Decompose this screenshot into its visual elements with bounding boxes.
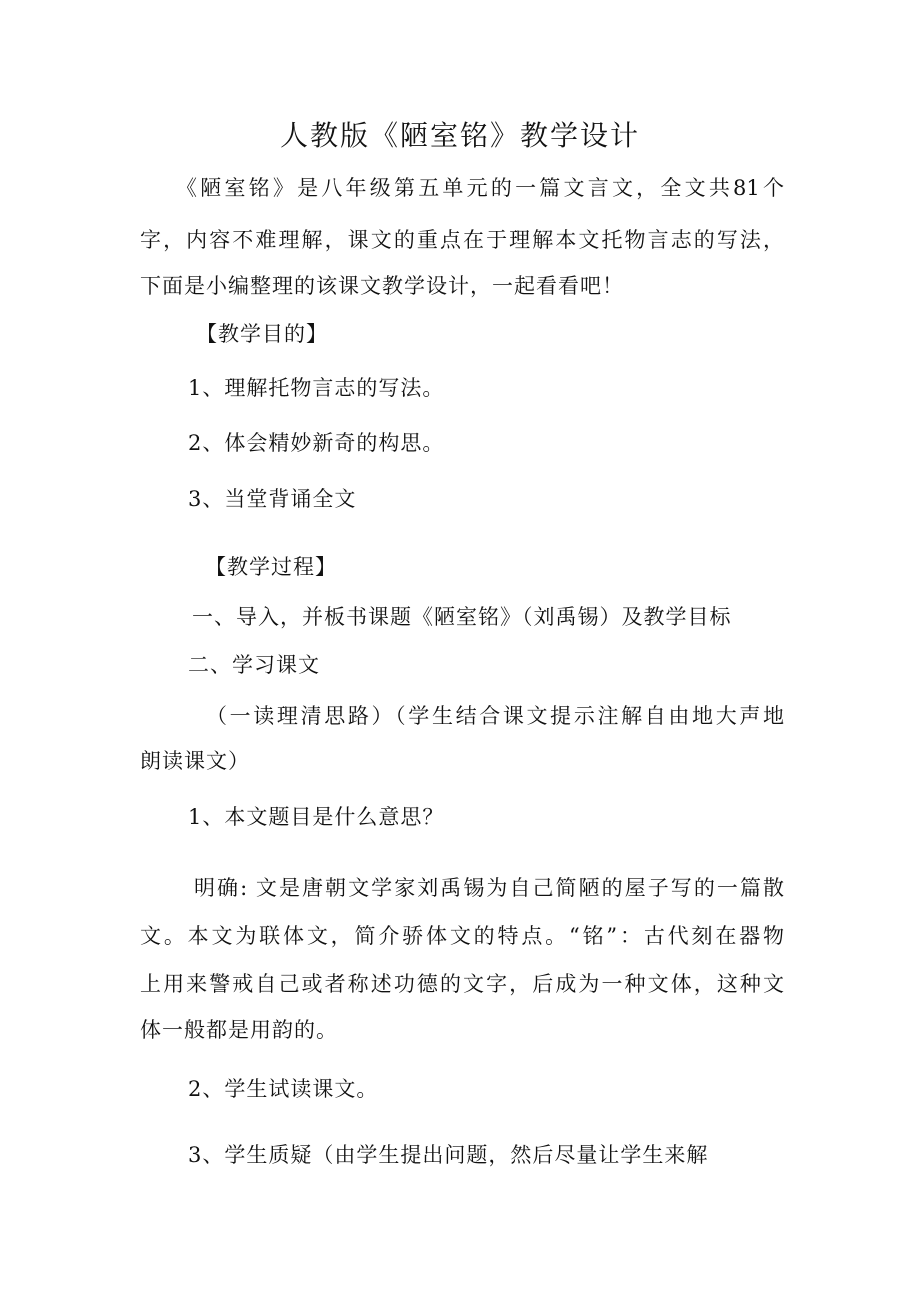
answer-line-2: 文。本文为联体文，简介骄体文的特点。“铭”：古代刻在器物 bbox=[140, 924, 784, 948]
step-2: 二、学习课文 bbox=[188, 653, 320, 677]
answer-line-1: 明确: 文是唐朝文学家刘禹锡为自己简陋的屋子写的一篇散 bbox=[194, 876, 784, 900]
objective-1: 1、理解托物言志的写法。 bbox=[188, 376, 445, 400]
answer-line-3: 上用来警戒自己或者称述功德的文字，后成为一种文体，这种文 bbox=[140, 972, 784, 996]
objective-2: 2、体会精妙新奇的构思。 bbox=[188, 431, 445, 455]
document-title: 人教版《陋室铭》教学设计 bbox=[279, 119, 640, 152]
objectives-heading: 【教学目的】 bbox=[196, 322, 328, 346]
intro-line-1: 《陋室铭》是八年级第五单元的一篇文言文，全文共81个 bbox=[176, 176, 784, 200]
intro-line-3: 下面是小编整理的该课文教学设计，一起看看吧！ bbox=[140, 274, 624, 298]
item-2: 2、学生试读课文。 bbox=[188, 1077, 379, 1101]
answer-line-4: 体一般都是用韵的。 bbox=[140, 1018, 338, 1042]
intro-line-2: 字，内容不难理解，课文的重点在于理解本文托物言志的写法， bbox=[140, 228, 784, 252]
process-heading: 【教学过程】 bbox=[205, 555, 337, 579]
question-1: 1、本文题目是什么意思？ bbox=[188, 805, 445, 829]
item-3: 3、学生质疑（由学生提出问题，然后尽量让学生来解 bbox=[188, 1143, 709, 1167]
objective-3: 3、当堂背诵全文 bbox=[188, 487, 357, 511]
step-1: 一、导入，并板书课题《陋室铭》（刘禹锡）及教学目标 bbox=[192, 605, 732, 629]
reading-note-line-2: 朗读课文） bbox=[140, 749, 250, 773]
reading-note-line-1: （一读理清思路）（学生结合课文提示注解自由地大声地 bbox=[206, 704, 784, 728]
